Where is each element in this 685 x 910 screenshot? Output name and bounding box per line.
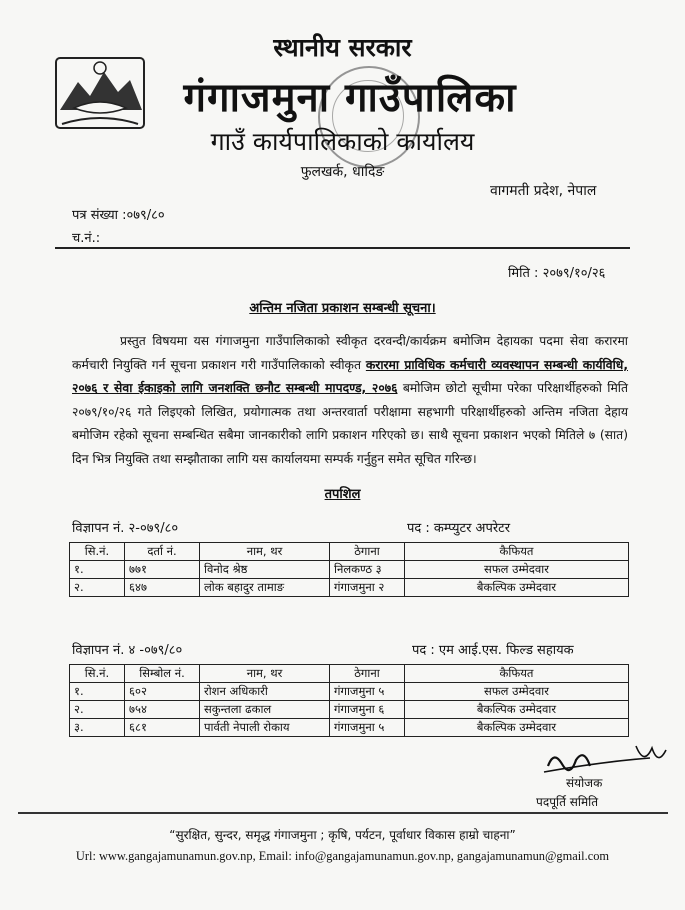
table-header-row — [70, 543, 629, 561]
cell-remarks: सफल उम्मेदवार — [405, 683, 629, 701]
cell-name: सकुन्तला ढकाल — [200, 701, 330, 719]
ad1-post: पद : कम्प्युटर अपरेटर — [407, 521, 511, 536]
body-part-1: प्रस्तुत विषयमा यस गंगाजमुना गाउँपालिकाको स्वीकृत दरवन्दी/कार्यक्रम बमोजिम देहायका पदमा सेवा करारमा कर्मचारी नियुक्ति गर्न सूचना प्रकाशन गरी गाउँपालिकाको स्वीकृत — [72, 334, 628, 372]
cell-serial: २. — [70, 701, 125, 719]
cell-remarks: बैकल्पिक उम्मेदवार — [405, 719, 629, 737]
signatory-role: संयोजक — [566, 776, 603, 790]
table-row — [70, 701, 629, 719]
details-heading: तपशिल — [324, 487, 361, 502]
cell-symbol-no: ६०२ — [125, 683, 200, 701]
col-symbol-no: सिम्बोल नं. — [125, 665, 200, 683]
cell-symbol-no: ७५४ — [125, 701, 200, 719]
col-name: नाम, थर — [200, 665, 330, 683]
notice-body — [72, 330, 628, 471]
cell-remarks: सफल उम्मेदवार — [405, 561, 629, 579]
ad2-post: पद : एम आई.एस. फिल्ड सहायक — [412, 643, 574, 658]
cell-serial: १. — [70, 683, 125, 701]
col-name: नाम, थर — [200, 543, 330, 561]
col-serial: सि.नं. — [70, 543, 125, 561]
footer-slogan: “सुरक्षित, सुन्दर, समृद्ध गंगाजमुना ; कृषि, पर्यटन, पूर्वाधार विकास हाम्रो चाहना” — [169, 828, 516, 842]
ad2-number: विज्ञापन नं. ४ -०७९/८० — [72, 643, 183, 658]
col-address: ठेगाना — [330, 665, 405, 683]
notice-subject: अन्तिम नजिता प्रकाशन सम्बन्धी सूचना। — [249, 301, 436, 316]
signatory-committee: पदपूर्ति समिति — [536, 795, 599, 809]
province-address: वागमती प्रदेश, नेपाल — [490, 183, 597, 199]
cell-serial: २. — [70, 579, 125, 597]
body-bold-reference: करारमा प्राविधिक कर्मचारी व्यवस्थापन सम्बन्धी कार्यविधि, २०७६ र सेवा ईकाइको लागि जनशक्ति छनौट सम्बन्धी मापदण्ड, २०७६ — [72, 357, 628, 395]
letter-number: पत्र संख्या :०७९/८० — [72, 208, 165, 223]
ad1-results-table — [69, 542, 629, 597]
col-address: ठेगाना — [330, 543, 405, 561]
notice-date: मिति : २०७९/१०/२६ — [508, 266, 606, 281]
local-government-heading: स्थानीय सरकार — [273, 33, 412, 62]
footer-divider — [18, 812, 668, 814]
header-divider — [55, 247, 630, 249]
col-remarks: कैफियत — [405, 665, 629, 683]
nepal-emblem-icon — [52, 52, 148, 132]
table-row — [70, 719, 629, 737]
cell-symbol-no: ६८१ — [125, 719, 200, 737]
cell-remarks: बैकल्पिक उम्मेदवार — [405, 579, 629, 597]
cell-address: गंगाजमुना २ — [330, 579, 405, 597]
cell-address: गंगाजमुना ५ — [330, 719, 405, 737]
cell-address: गंगाजमुना ५ — [330, 683, 405, 701]
cell-reg-no: ६४७ — [125, 579, 200, 597]
cell-name: रोशन अधिकारी — [200, 683, 330, 701]
municipality-name: गंगाजमुना गाउँपालिका — [183, 75, 517, 121]
office-name: गाउँ कार्यपालिकाको कार्यालय — [210, 127, 475, 156]
col-remarks: कैफियत — [405, 543, 629, 561]
cell-name: विनोद श्रेष्ठ — [200, 561, 330, 579]
col-reg-no: दर्ता नं. — [125, 543, 200, 561]
body-part-2: बमोजिम छोटो सूचीमा परेका परिक्षार्थीहरुको मिति २०७९/१०/२६ गते लिइएको लिखित, प्रयोगात्मक तथा अन्तरवार्ता परीक्षामा सहभागी परिक्षार्थीहरुको अन्तिम नजिता देहाय बमोजिम रहेको सूचना सम्बन्धित सबैमा जानकारीको लागि प्रकाशन गरिएको छ। साथै सूचना प्रकाशन भएको मितिले ७ (सात) दिन भित्र नियुक्ति तथा सम्झौताका लागि यस कार्यालयमा सम्पर्क गर्नुहुन समेत सूचित गरिन्छ। — [72, 381, 628, 466]
ad2-results-table — [69, 664, 629, 737]
cell-name: लोक बहादुर तामाङ — [200, 579, 330, 597]
cell-reg-no: ७७१ — [125, 561, 200, 579]
col-serial: सि.नं. — [70, 665, 125, 683]
cell-address: गंगाजमुना ६ — [330, 701, 405, 719]
dispatch-number: च.नं.: — [72, 231, 101, 246]
cell-serial: ३. — [70, 719, 125, 737]
table-header-row — [70, 665, 629, 683]
footer-contact: Url: www.gangajamunamun.gov.np, Email: info@gangajamunamun.gov.np, gangajamunamun@gmail.com — [75, 849, 610, 863]
table-row — [70, 579, 629, 597]
cell-address: निलकण्ठ ३ — [330, 561, 405, 579]
ad1-number: विज्ञापन नं. २-०७९/८० — [72, 521, 179, 536]
table-row — [70, 561, 629, 579]
table-row — [70, 683, 629, 701]
cell-remarks: बैकल्पिक उम्मेदवार — [405, 701, 629, 719]
handwritten-signature — [540, 736, 680, 780]
cell-serial: १. — [70, 561, 125, 579]
cell-name: पार्वती नेपाली रोकाय — [200, 719, 330, 737]
office-address: फुलखर्क, धादिङ — [300, 164, 385, 180]
